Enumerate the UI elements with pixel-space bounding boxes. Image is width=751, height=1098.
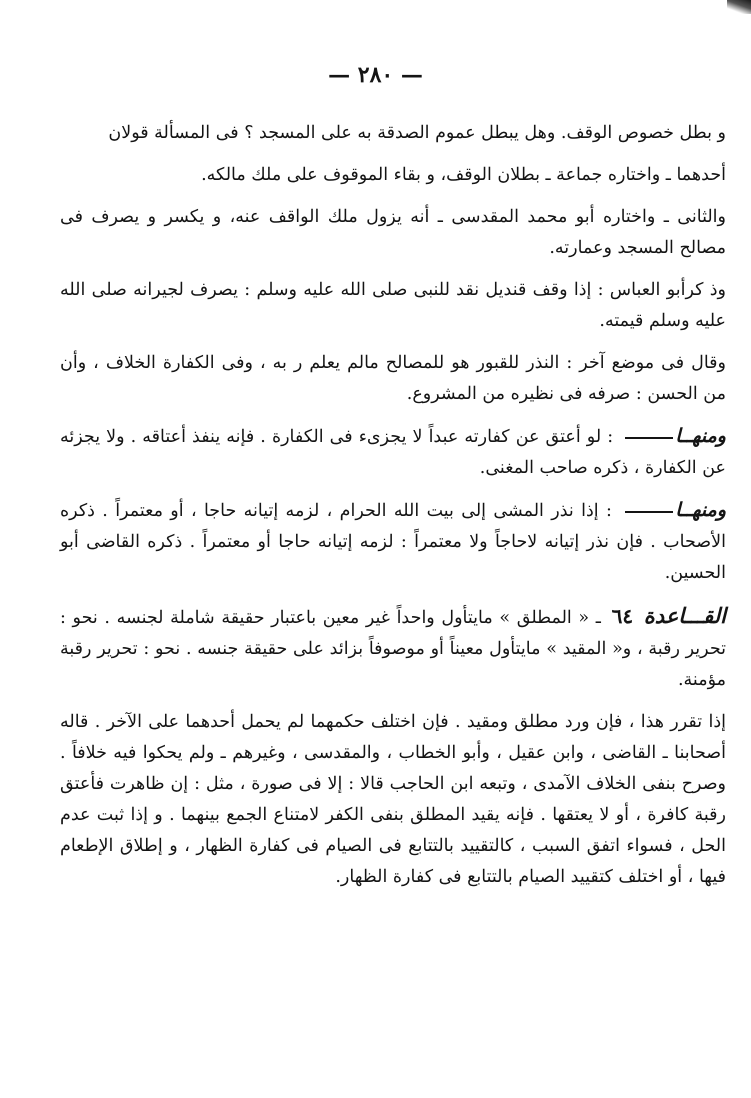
lead-rule	[625, 437, 673, 439]
paragraph	[60, 202, 726, 264]
paragraph-text: و بطل خصوص الوقف. وهل يبطل عموم الصدقة به على المسجد ؟ فى المسألة قولان	[108, 123, 726, 143]
paragraph-text: : لو أعتق عن كفارته عبداً لا يجزىء فى الكفارة . فإنه ينفذ أعتاقه . ولا يجزئه عن الكفارة ، ذكره صاحب المغنى.	[60, 427, 726, 478]
paragraph-text: وقال فى موضع آخر : النذر للقبور هو للمصالح مالم يعلم ر به ، وفى الكفارة الخلاف ، وأن من الحسن : صرفه فى نظيره من المشروع.	[60, 353, 726, 404]
paragraph-text: إذا تقرر هذا ، فإن ورد مطلق ومقيد . فإن اختلف حكمهما لم يحمل أحدهما على الآخر . قاله أصحابنا ـ القاضى ، وابن عقيل ، وأبو الخطاب ، والمقدسى ، وغيرهم ـ ولم يحكوا فيه خلافاً . وصرح بنفى الخلاف الآمدى ، وتبعه ابن الحاجب قالا : إلا فى صورة ، مثل : إن ظاهرت فأعتق رقبة كافرة ، أو لا يعتقها . فإنه يقيد المطلق بنفى الكفر لامتناع الجمع بينهما . و إذا ثبت عدم الحل ، فسواء اتفق السبب ، كالتقييد بالتتابع فى الصيام فى كفارة الظهار ، و إطلاق الإطعام فيها ، أو اختلف كتقييد الصيام بالتتابع فى كفارة الظهار.	[60, 712, 726, 887]
paragraph	[60, 348, 726, 410]
section-lead: ومنهــا	[675, 499, 726, 521]
paragraph-text: : إذا نذر المشى إلى بيت الله الحرام ، لزمه إتيانه حاجا ، أو معتمراً . ذكره الأصحاب . فإن نذر إتيانه لاحاجاً ولا معتمراً : لزمه إتيانه حاجا أو معتمراً . ذكره القاضى أبو الحسين.	[60, 501, 726, 583]
paragraph-text: وذ كرأبو العباس : إذا وقف قنديل نقد للنبى صلى الله عليه وسلم : يصرف لجيرانه صلى الله عليه وسلم قيمته.	[60, 280, 726, 331]
paragraph	[60, 118, 726, 149]
scan-edge-mark	[727, 0, 751, 14]
lead-rule	[625, 511, 673, 513]
qaida-paragraph	[60, 600, 726, 696]
qaida-number: ٦٤	[611, 604, 634, 628]
section-lead: ومنهــا	[675, 425, 726, 447]
page-body	[60, 118, 726, 904]
page-number: — ٢٨٠ —	[328, 62, 423, 88]
paragraph	[60, 275, 726, 337]
paragraph	[60, 421, 726, 484]
paragraph	[60, 495, 726, 589]
paragraph-text: أحدهما ـ واختاره جماعة ـ بطلان الوقف، و بقاء الموقوف على ملك مالكه.	[201, 165, 726, 185]
paragraph-text: والثانى ـ واختاره أبو محمد المقدسى ـ أنه يزول ملك الواقف عنه، و يكسر و يصرف فى مصالح المسجد وعمارته.	[60, 207, 726, 258]
paragraph	[60, 707, 726, 893]
qaida-title: القـــاعدة	[643, 603, 726, 628]
qaida-text: ـ « المطلق » مايتأول واحداً غير معين باعتبار حقيقة شاملة لجنسه . نحو : تحرير رقبة ، و« المقيد » مايتأول معيناً أو موصوفاً بزائد على حقيقة جنسه . نحو : تحرير رقبة مؤمنة.	[60, 608, 726, 690]
paragraph	[60, 160, 726, 191]
